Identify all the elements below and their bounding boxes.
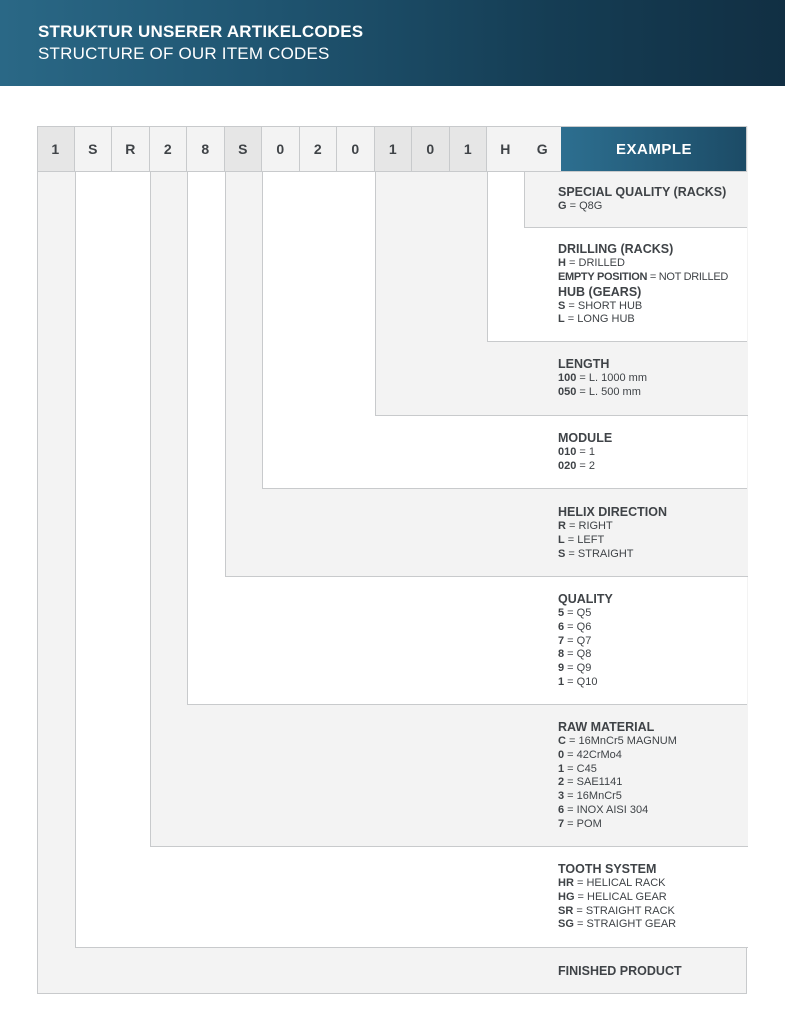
section-title: TOOTH SYSTEM	[558, 862, 657, 876]
code-char: S	[225, 126, 263, 172]
code-char: 2	[300, 126, 338, 172]
code-char: R	[112, 126, 150, 172]
section-subtitle: HUB (GEARS)	[558, 284, 642, 299]
code-char: 0	[337, 126, 375, 172]
special-quality-text: SPECIAL QUALITY (RACKS) G = Q8G	[558, 185, 727, 212]
helix-direction-text: HELIX DIRECTION R = RIGHT L = LEFT S = STRAIGHT	[558, 505, 668, 560]
header-banner	[0, 0, 785, 86]
section-title: SPECIAL QUALITY (RACKS)	[558, 185, 727, 199]
code-char: 1	[375, 126, 413, 172]
section-title: FINISHED PRODUCT	[558, 964, 682, 978]
code-char: 1	[37, 126, 75, 172]
section-title: HELIX DIRECTION	[558, 505, 668, 519]
finished-product-text	[558, 964, 682, 979]
code-char: 1	[450, 126, 488, 172]
section-title: QUALITY	[558, 592, 613, 606]
section-title: RAW MATERIAL	[558, 720, 655, 734]
title-english: STRUCTURE OF OUR ITEM CODES	[38, 44, 330, 63]
code-char: S	[75, 126, 113, 172]
section-title: MODULE	[558, 431, 613, 445]
section-title: DRILLING (RACKS)	[558, 242, 674, 256]
length-text: LENGTH 100 = L. 1000 mm 050 = L. 500 mm	[558, 357, 647, 398]
example-header: EXAMPLE	[561, 126, 747, 172]
raw-material-text: RAW MATERIAL C = 16MnCr5 MAGNUM 0 = 42CrMo4 1 = C45 2 = SAE1141 3 = 16MnCr5 6 = INOX AISI 304 7 = POM	[558, 720, 677, 830]
drilling-text: DRILLING (RACKS) H = DRILLED EMPTY POSITION = NOT DRILLED HUB (GEARS) S = SHORT HUB L = LONG HUB	[558, 242, 729, 326]
section-title: LENGTH	[558, 357, 610, 371]
code-char: 0	[412, 126, 450, 172]
code-char: G	[524, 126, 562, 172]
quality-text: QUALITY 5 = Q5 6 = Q6 7 = Q7 8 = Q8 9 = Q9 1 = Q10	[558, 592, 613, 688]
tooth-system-text: TOOTH SYSTEM HR = HELICAL RACK HG = HELICAL GEAR SR = STRAIGHT RACK SG = STRAIGHT GEAR	[558, 862, 677, 931]
code-char: 2	[150, 126, 188, 172]
title-german: STRUKTUR UNSERER ARTIKELCODES	[38, 22, 364, 41]
code-char: 8	[187, 126, 225, 172]
code-char: 0	[262, 126, 300, 172]
code-char: H	[487, 126, 525, 172]
module-text: MODULE 010 = 1 020 = 2	[558, 431, 613, 472]
